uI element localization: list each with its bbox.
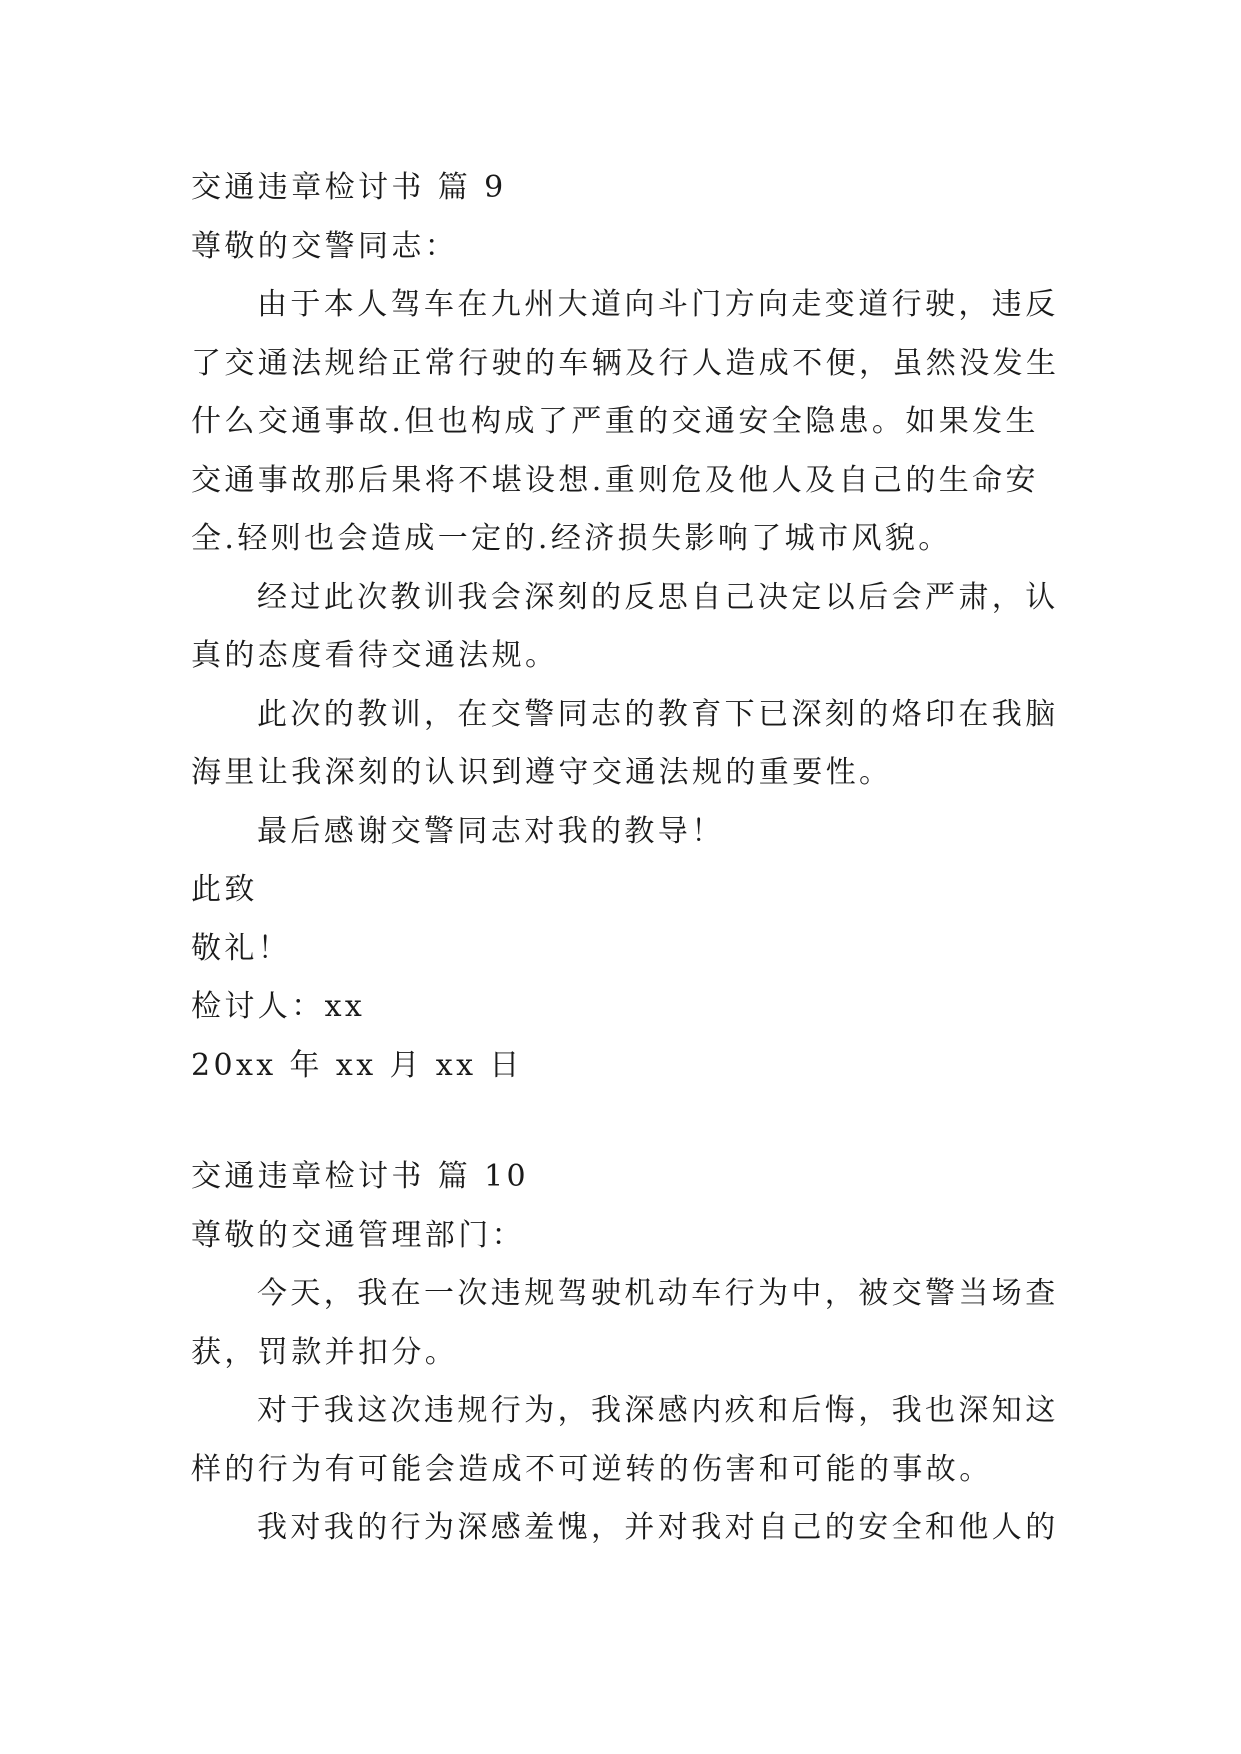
- paragraph-line: 海里让我深刻的认识到遵守交通法规的重要性。: [191, 755, 893, 790]
- section-10: [191, 1148, 1061, 1558]
- paragraph-line: 经过此次教训我会深刻的反思自己决定以后会严肃，认: [257, 579, 1059, 615]
- paragraph-line: 样的行为有可能会造成不可逆转的伤害和可能的事故。: [191, 1451, 993, 1487]
- paragraph-line: 什么交通事故.但也构成了严重的交通安全隐患。如果发生: [191, 404, 1039, 439]
- paragraph-line: 最后感谢交警同志对我的教导！: [257, 813, 725, 849]
- paragraph: [191, 1499, 1061, 1558]
- paragraph: [191, 803, 1061, 862]
- section-9: [191, 159, 1061, 1095]
- paragraph: [191, 1382, 1061, 1499]
- salutation: 尊敬的交警同志：: [191, 228, 459, 264]
- paragraph-line: 我对我的行为深感羞愧，并对我对自己的安全和他人的: [257, 1510, 1059, 1545]
- signer: 检讨人：xx: [191, 989, 366, 1024]
- paragraph-line: 此次的教训，在交警同志的教育下已深刻的烙印在我脑: [257, 696, 1059, 732]
- paragraph-line: 真的态度看待交通法规。: [191, 638, 559, 673]
- paragraph-line: 全.轻则也会造成一定的.经济损失影响了城市风貌。: [191, 521, 952, 556]
- date: 20xx 年 xx 月 xx 日: [191, 1047, 523, 1083]
- paragraph-line: 获，罚款并扣分。: [191, 1334, 459, 1370]
- paragraph: [191, 1265, 1061, 1382]
- section-title: 交通违章检讨书 篇 10: [191, 1159, 530, 1194]
- closing-line: 敬礼！: [191, 930, 292, 966]
- paragraph: [191, 569, 1061, 686]
- section-title: 交通违章检讨书 篇 9: [191, 170, 507, 205]
- salutation: 尊敬的交通管理部门：: [191, 1217, 525, 1253]
- paragraph-line: 由于本人驾车在九州大道向斗门方向走变道行驶，违反: [257, 287, 1059, 322]
- paragraph-line: 今天，我在一次违规驾驶机动车行为中，被交警当场查: [257, 1276, 1059, 1311]
- paragraph-line: 对于我这次违规行为，我深感内疚和后悔，我也深知这: [257, 1393, 1059, 1428]
- closing-line: 此致: [191, 872, 258, 907]
- paragraph: [191, 686, 1061, 803]
- paragraph: [191, 276, 1061, 569]
- paragraph-line: 了交通法规给正常行驶的车辆及行人造成不便，虽然没发生: [191, 345, 1060, 381]
- paragraph-line: 交通事故那后果将不堪设想.重则危及他人及自己的生命安: [191, 462, 1039, 498]
